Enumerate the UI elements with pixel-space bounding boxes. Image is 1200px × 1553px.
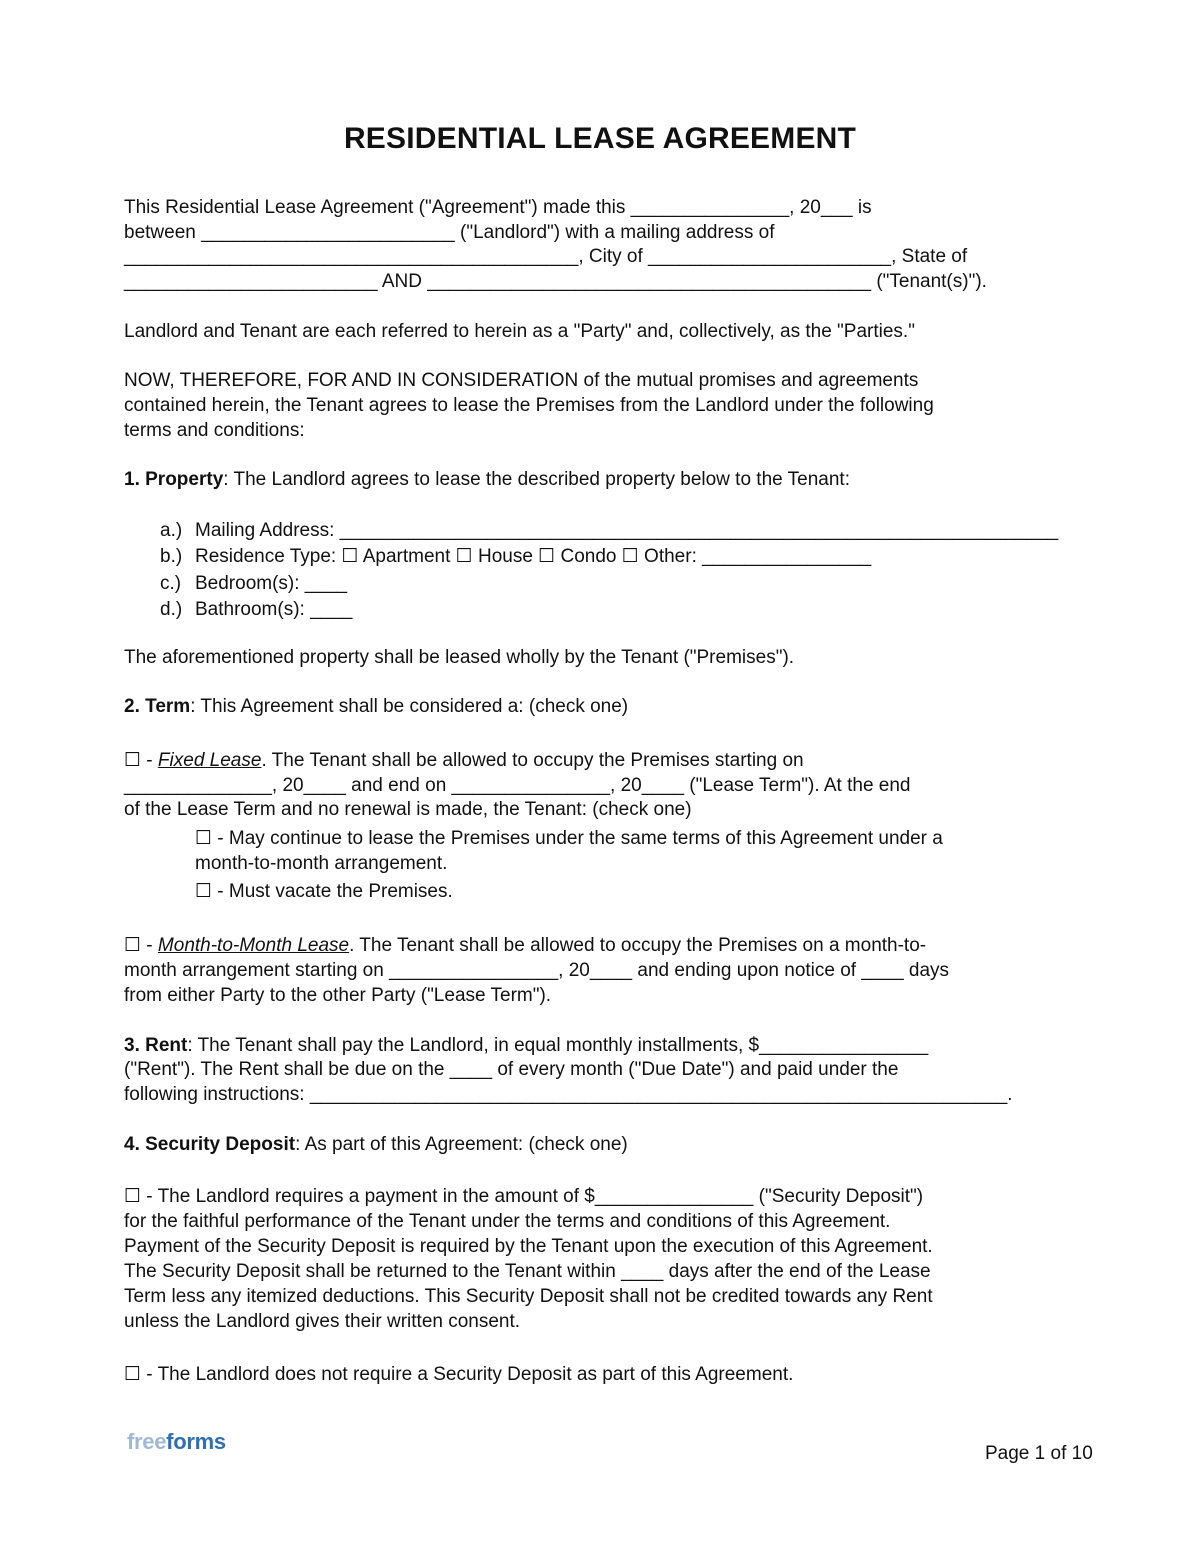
freeforms-logo <box>127 1429 226 1455</box>
list-item-label: c.) <box>160 573 182 594</box>
section-heading: 4. Security Deposit <box>124 1134 296 1155</box>
option-label: Month-to-Month Lease <box>157 935 350 956</box>
section-heading: 1. Property <box>124 469 224 490</box>
deposit-line: The Security Deposit shall be returned to the Tenant within ____ days after the end of the Lease <box>124 1261 931 1282</box>
fixed-lease-line: ______________, 20____ and end on _______________, 20____ ("Lease Term"). At the end <box>124 775 911 796</box>
option-text: . The Tenant shall be allowed to occupy the Premises on a month-to- <box>349 935 927 956</box>
recital-line: contained herein, the Tenant agrees to lease the Premises from the Landlord under the following <box>124 395 934 416</box>
list-item-label: a.) <box>160 520 183 541</box>
month-to-month-option <box>124 934 926 958</box>
list-item: Bathroom(s): ____ <box>195 599 353 620</box>
rent-line: ("Rent"). The Rent shall be due on the ____ of every month ("Due Date") and paid under the <box>124 1059 899 1080</box>
list-item-label: d.) <box>160 599 183 620</box>
renewal-option: month-to-month arrangement. <box>195 853 448 874</box>
list-item: Residence Type: ☐ Apartment ☐ House ☐ Condo ☐ Other: ________________ <box>195 546 872 567</box>
vacate-option: ☐ - Must vacate the Premises. <box>195 881 453 902</box>
deposit-line: Term less any itemized deductions. This Security Deposit shall not be credited towards any Rent <box>124 1286 933 1307</box>
section-text: : The Tenant shall pay the Landlord, in equal monthly installments, $________________ <box>187 1035 929 1056</box>
intro-line: between ________________________ ("Landlord") with a mailing address of <box>124 222 775 243</box>
month-to-month-line: month arrangement starting on ________________, 20____ and ending upon notice of ____ days <box>124 960 950 981</box>
section-rent <box>124 1034 928 1058</box>
intro-line: This Residential Lease Agreement ("Agreement") made this _______________, 20___ is <box>124 197 872 218</box>
fixed-lease-line: of the Lease Term and no renewal is made, the Tenant: (check one) <box>124 799 692 820</box>
section-text: : As part of this Agreement: (check one) <box>295 1134 628 1155</box>
month-to-month-line: from either Party to the other Party ("Lease Term"). <box>124 985 552 1006</box>
list-item-label: b.) <box>160 546 183 567</box>
renewal-option: ☐ - May continue to lease the Premises under the same terms of this Agreement under a <box>195 828 943 849</box>
option-text: . The Tenant shall be allowed to occupy the Premises starting on <box>261 750 804 771</box>
deposit-option: ☐ - The Landlord requires a payment in the amount of $_______________ ("Security Deposit") <box>124 1186 924 1207</box>
section-text: : This Agreement shall be considered a: (check one) <box>190 696 629 717</box>
section-term <box>124 695 628 719</box>
fixed-lease-option <box>124 749 804 773</box>
checkbox-glyph: ☐ - <box>124 750 158 771</box>
option-label: Fixed Lease <box>157 750 262 771</box>
checkbox-glyph: ☐ - <box>124 935 158 956</box>
section-heading: 3. Rent <box>124 1035 188 1056</box>
logo-forms-text: forms <box>166 1429 226 1454</box>
recital-line: NOW, THEREFORE, FOR AND IN CONSIDERATION of the mutual promises and agreements <box>124 370 919 391</box>
intro-line: ___________________________________________, City of _______________________, State of <box>124 246 968 267</box>
no-deposit-option: ☐ - The Landlord does not require a Security Deposit as part of this Agreement. <box>124 1364 794 1385</box>
deposit-line: for the faithful performance of the Tenant under the terms and conditions of this Agreement. <box>124 1211 891 1232</box>
recital-line: terms and conditions: <box>124 420 305 441</box>
logo-free-text: free <box>127 1429 167 1454</box>
list-item: Bedroom(s): ____ <box>195 573 348 594</box>
section-security-deposit <box>124 1133 628 1157</box>
intro-line: ________________________ AND __________________________________________ ("Tenant(s)"). <box>124 271 987 292</box>
parties-paragraph: Landlord and Tenant are each referred to herein as a "Party" and, collectively, as the "Parties." <box>124 321 915 342</box>
section-property <box>124 468 850 492</box>
deposit-line: unless the Landlord gives their written consent. <box>124 1311 521 1332</box>
section-heading: 2. Term <box>124 696 191 717</box>
rent-line: following instructions: __________________________________________________________________. <box>124 1084 1013 1105</box>
premises-paragraph: The aforementioned property shall be leased wholly by the Tenant ("Premises"). <box>124 647 795 668</box>
page-number: Page 1 of 10 <box>985 1443 1093 1464</box>
deposit-line: Payment of the Security Deposit is required by the Tenant upon the execution of this Agreement. <box>124 1236 933 1257</box>
document-title: RESIDENTIAL LEASE AGREEMENT <box>343 122 857 155</box>
section-text: : The Landlord agrees to lease the described property below to the Tenant: <box>223 469 850 490</box>
list-item: Mailing Address: ____________________________________________________________________ <box>195 520 1059 541</box>
